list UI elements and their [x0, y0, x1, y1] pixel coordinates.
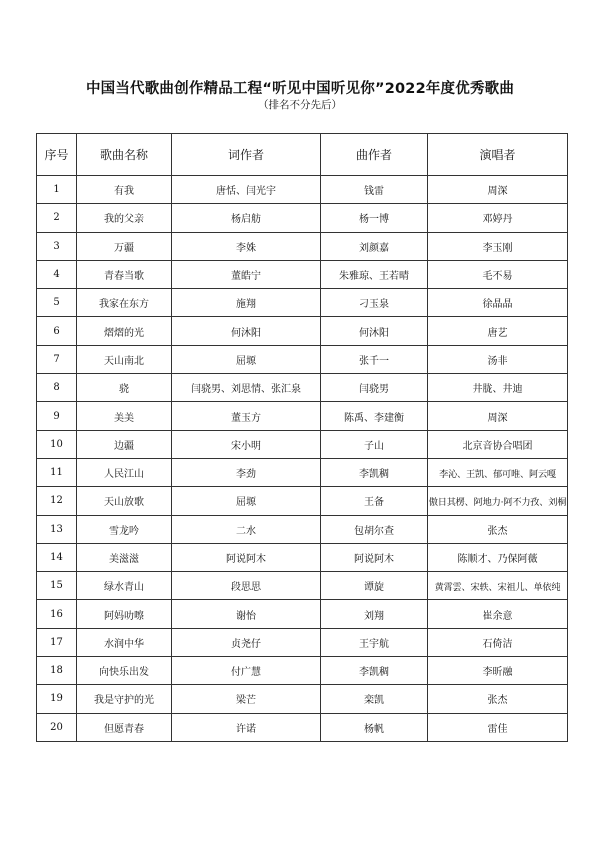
- cell-lyricist: 屈塬: [172, 345, 321, 373]
- cell-performer: 雷佳: [428, 713, 568, 741]
- cell-composer: 刘翔: [321, 600, 428, 628]
- cell-performer: 北京音协合唱团: [428, 430, 568, 458]
- cell-song-name: 我是守护的光: [77, 685, 172, 713]
- cell-song-name: 天山放歌: [77, 487, 172, 515]
- cell-composer: 闫骁男: [321, 374, 428, 402]
- cell-performer: 周深: [428, 176, 568, 204]
- cell-index: 19: [37, 685, 77, 713]
- cell-composer: 张千一: [321, 345, 428, 373]
- cell-composer: 刁玉泉: [321, 289, 428, 317]
- cell-composer: 陈禹、李建衡: [321, 402, 428, 430]
- table-row: [37, 204, 568, 232]
- table-row: [37, 657, 568, 685]
- cell-index: 18: [37, 657, 77, 685]
- cell-index: 5: [37, 289, 77, 317]
- cell-performer: 毛不易: [428, 260, 568, 288]
- cell-index: 11: [37, 458, 77, 486]
- document-subtitle: （排名不分先后）: [258, 99, 342, 111]
- cell-composer: 李凯稠: [321, 657, 428, 685]
- cell-index: 20: [37, 713, 77, 741]
- table-row: [37, 402, 568, 430]
- cell-performer: 徐晶晶: [428, 289, 568, 317]
- cell-lyricist: 段思思: [172, 572, 321, 600]
- table-row: [37, 685, 568, 713]
- table-row: [37, 572, 568, 600]
- cell-song-name: 骁: [77, 374, 172, 402]
- header-index: 序号: [37, 134, 77, 176]
- cell-index: 2: [37, 204, 77, 232]
- cell-index: 15: [37, 572, 77, 600]
- cell-song-name: 美滋滋: [77, 543, 172, 571]
- table-row: [37, 487, 568, 515]
- cell-lyricist: 谢怡: [172, 600, 321, 628]
- cell-performer: 张杰: [428, 685, 568, 713]
- cell-composer: 李凯稠: [321, 458, 428, 486]
- cell-performer: 石倚洁: [428, 628, 568, 656]
- cell-performer: 傲日其楞、阿地力·阿不力孜、刘桐: [428, 487, 568, 515]
- cell-index: 7: [37, 345, 77, 373]
- cell-performer: 井胧、井迪: [428, 374, 568, 402]
- cell-song-name: 绿水青山: [77, 572, 172, 600]
- cell-lyricist: 李姝: [172, 232, 321, 260]
- cell-performer: 邓婷丹: [428, 204, 568, 232]
- cell-composer: 子山: [321, 430, 428, 458]
- cell-performer: 陈顺才、乃保阿薇: [428, 543, 568, 571]
- cell-song-name: 人民江山: [77, 458, 172, 486]
- cell-composer: 何沐阳: [321, 317, 428, 345]
- cell-lyricist: 宋小明: [172, 430, 321, 458]
- cell-song-name: 天山南北: [77, 345, 172, 373]
- table-header-row: [37, 134, 568, 176]
- table-row: [37, 374, 568, 402]
- table-row: [37, 345, 568, 373]
- cell-song-name: 边疆: [77, 430, 172, 458]
- cell-performer: 李玉刚: [428, 232, 568, 260]
- cell-lyricist: 施翔: [172, 289, 321, 317]
- cell-index: 9: [37, 402, 77, 430]
- table-row: [37, 176, 568, 204]
- table-row: [37, 260, 568, 288]
- cell-lyricist: 梁芒: [172, 685, 321, 713]
- cell-composer: 谭旋: [321, 572, 428, 600]
- cell-lyricist: 董皓宁: [172, 260, 321, 288]
- songs-table: [36, 133, 568, 742]
- cell-lyricist: 屈塬: [172, 487, 321, 515]
- cell-performer: 周深: [428, 402, 568, 430]
- cell-song-name: 我的父亲: [77, 204, 172, 232]
- cell-composer: 杨一博: [321, 204, 428, 232]
- cell-composer: 栾凯: [321, 685, 428, 713]
- cell-composer: 钱雷: [321, 176, 428, 204]
- table-row: [37, 430, 568, 458]
- cell-composer: 阿说阿木: [321, 543, 428, 571]
- table-row: [37, 317, 568, 345]
- cell-song-name: 雪龙吟: [77, 515, 172, 543]
- table-row: [37, 289, 568, 317]
- table-row: [37, 600, 568, 628]
- cell-index: 17: [37, 628, 77, 656]
- cell-lyricist: 许诺: [172, 713, 321, 741]
- cell-lyricist: 付广慧: [172, 657, 321, 685]
- table-row: [37, 543, 568, 571]
- cell-song-name: 美美: [77, 402, 172, 430]
- cell-index: 6: [37, 317, 77, 345]
- table-row: [37, 713, 568, 741]
- cell-index: 3: [37, 232, 77, 260]
- cell-song-name: 熠熠的光: [77, 317, 172, 345]
- cell-song-name: 但愿青春: [77, 713, 172, 741]
- cell-performer: 唐艺: [428, 317, 568, 345]
- cell-index: 4: [37, 260, 77, 288]
- cell-index: 13: [37, 515, 77, 543]
- header-composer: 曲作者: [321, 134, 428, 176]
- cell-lyricist: 贞尧仔: [172, 628, 321, 656]
- cell-lyricist: 何沐阳: [172, 317, 321, 345]
- cell-song-name: 我家在东方: [77, 289, 172, 317]
- table-row: [37, 515, 568, 543]
- cell-composer: 王备: [321, 487, 428, 515]
- cell-lyricist: 唐恬、闫光宇: [172, 176, 321, 204]
- cell-song-name: 阿妈叻嚓: [77, 600, 172, 628]
- table-row: [37, 232, 568, 260]
- cell-composer: 朱雅琼、王若晴: [321, 260, 428, 288]
- header-performer: 演唱者: [428, 134, 568, 176]
- cell-performer: 李昕融: [428, 657, 568, 685]
- cell-index: 14: [37, 543, 77, 571]
- cell-performer: 黄霄雲、宋轶、宋祖儿、单依纯: [428, 572, 568, 600]
- table-row: [37, 628, 568, 656]
- cell-song-name: 有我: [77, 176, 172, 204]
- cell-lyricist: 二水: [172, 515, 321, 543]
- cell-composer: 包胡尔查: [321, 515, 428, 543]
- header-song-name: 歌曲名称: [77, 134, 172, 176]
- cell-composer: 刘颜嘉: [321, 232, 428, 260]
- cell-song-name: 青春当歌: [77, 260, 172, 288]
- table-row: [37, 458, 568, 486]
- cell-composer: 杨帆: [321, 713, 428, 741]
- cell-lyricist: 阿说阿木: [172, 543, 321, 571]
- cell-index: 12: [37, 487, 77, 515]
- cell-lyricist: 董玉方: [172, 402, 321, 430]
- cell-song-name: 向快乐出发: [77, 657, 172, 685]
- cell-index: 1: [37, 176, 77, 204]
- cell-performer: 李沁、王凯、郁可唯、阿云嘎: [428, 458, 568, 486]
- cell-performer: 张杰: [428, 515, 568, 543]
- cell-performer: 崔余意: [428, 600, 568, 628]
- cell-composer: 王宇航: [321, 628, 428, 656]
- document-title: 中国当代歌曲创作精品工程“听见中国听见你”2022年度优秀歌曲: [85, 81, 515, 97]
- cell-index: 16: [37, 600, 77, 628]
- cell-performer: 汤非: [428, 345, 568, 373]
- cell-song-name: 万疆: [77, 232, 172, 260]
- cell-song-name: 水润中华: [77, 628, 172, 656]
- table-body: [37, 176, 568, 742]
- cell-index: 8: [37, 374, 77, 402]
- cell-lyricist: 杨启舫: [172, 204, 321, 232]
- header-lyricist: 词作者: [172, 134, 321, 176]
- cell-index: 10: [37, 430, 77, 458]
- cell-lyricist: 闫骁男、刘思情、张汇泉: [172, 374, 321, 402]
- cell-lyricist: 李劲: [172, 458, 321, 486]
